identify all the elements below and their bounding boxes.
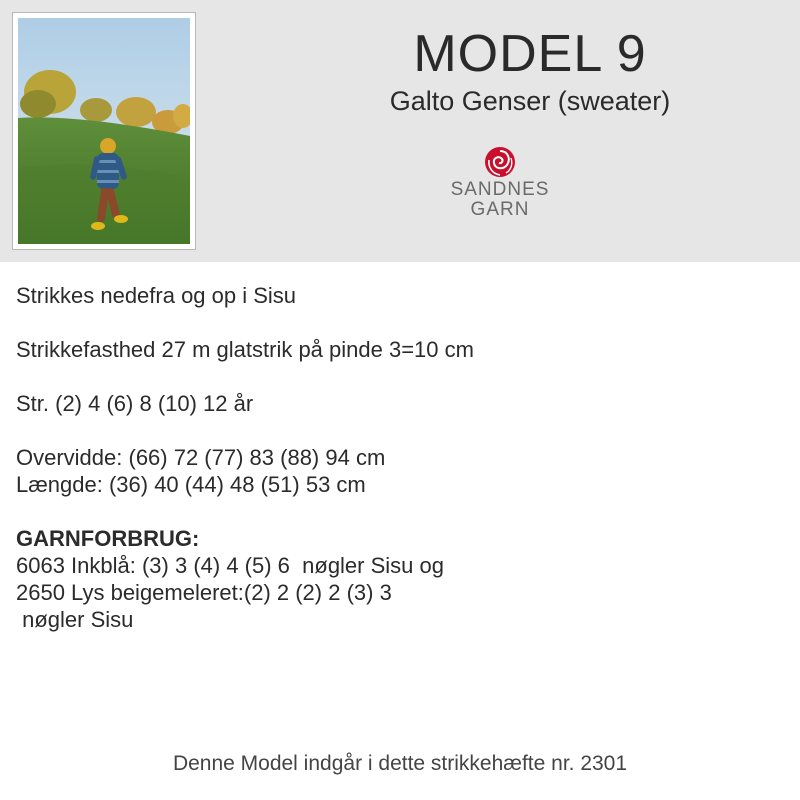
photo-frame — [12, 12, 196, 250]
technique-section — [16, 282, 786, 309]
page-title: MODEL 9 — [413, 25, 647, 83]
width-text: Overvidde: (66) 72 (77) 83 (88) 94 cm — [16, 445, 386, 470]
child-walking-in-field-photo — [18, 18, 190, 244]
yarn-heading: GARNFORBRUG: — [16, 526, 200, 551]
logo-text-line2: GARN — [470, 199, 530, 220]
brand-logo — [430, 146, 570, 220]
rose-logo-icon — [482, 146, 518, 180]
sizes-text: Str. (2) 4 (6) 8 (10) 12 år — [16, 391, 254, 416]
gauge-section — [16, 336, 786, 363]
technique-text: Strikkes nedefra og op i Sisu — [16, 283, 297, 308]
pattern-details — [16, 282, 786, 660]
sizes-section — [16, 390, 786, 417]
yarn-line-2: 2650 Lys beigemeleret:(2) 2 (2) 2 (3) 3 — [16, 580, 392, 605]
yarn-line-1: 6063 Inkblå: (3) 3 (4) 4 (5) 6 nøgler Sisu og — [16, 553, 444, 578]
yarn-line-3: nøgler Sisu — [16, 607, 134, 632]
yarn-section — [16, 525, 786, 633]
page-subtitle: Galto Genser (sweater) — [389, 86, 671, 116]
measurements-section — [16, 444, 786, 498]
header-banner — [0, 0, 800, 262]
gauge-text: Strikkefasthed 27 m glatstrik på pinde 3=10 cm — [16, 337, 474, 362]
logo-text-line1: SANDNES — [450, 179, 550, 200]
footer-note: Denne Model indgår i dette strikkehæfte nr. 2301 — [172, 752, 628, 775]
length-text: Længde: (36) 40 (44) 48 (51) 53 cm — [16, 472, 366, 497]
